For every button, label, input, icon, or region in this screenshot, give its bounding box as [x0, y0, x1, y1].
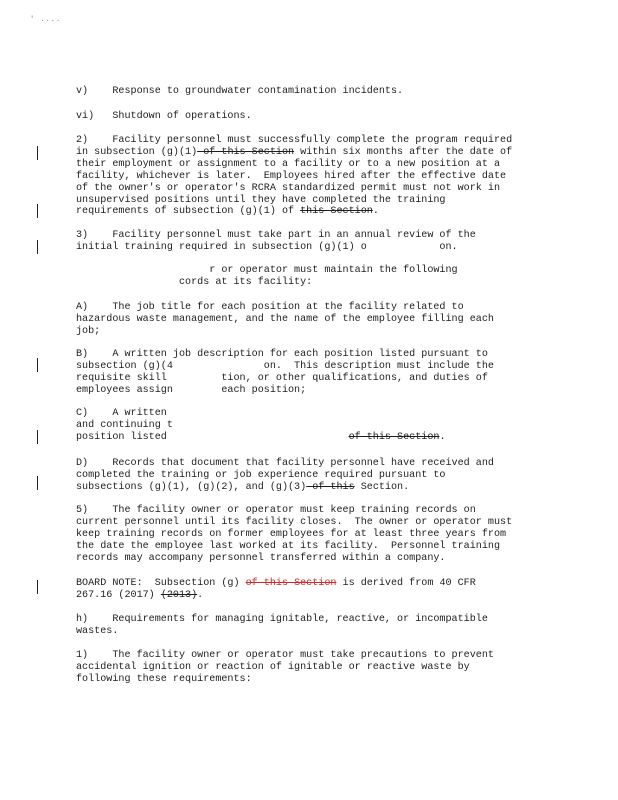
change-bar	[37, 146, 38, 160]
paragraph-2: 2) Facility personnel must successfully complete the program required in subsection (g)(1) of this Section within six months after the date of their employment or assignment to a facility or to a new position at a facility, whichever is later. Employees hired after the effective date of the owner's or operator's RCRA standardized permit must not work in unsupervised positions until they have completed the training requirements of subsection (g)(1) of this Section.	[76, 135, 513, 218]
item-vi: vi) Shutdown of operations.	[76, 111, 252, 122]
paragraph-3: 3) Facility personnel must take part in an annual review of the initial training required in subsection (g)(1) o on.	[76, 230, 476, 253]
paragraph-5: 5) The facility owner or operator must keep training records on current personnel until its facility closes. The owner or operator must keep training records on former employees for at least three years from the date the employee last worked at its facility. Personnel training records may accompany personnel transferred within a company.	[76, 505, 513, 564]
change-bar	[37, 240, 38, 254]
item-h: h) Requirements for managing ignitable, reactive, or incompatible wastes.	[76, 614, 488, 637]
item-a: A) The job title for each position at the facility related to hazardous waste management, and the name of the employee filling each job;	[76, 302, 494, 337]
change-bar	[37, 580, 38, 594]
paragraph-1: 1) The facility owner or operator must take precautions to prevent accidental ignition or reaction of ignitable or reactive waste by following these requirements:	[76, 650, 494, 685]
change-bar	[37, 204, 38, 218]
header-mark: ' ....	[30, 16, 62, 24]
item-v: v) Response to groundwater contamination incidents.	[76, 86, 404, 97]
item-d: D) Records that document that facility personnel have received and completed the training or job experience required pursuant to subsections (g)(1), (g)(2), and (g)(3) of this Section.	[76, 458, 494, 493]
item-b: B) A written job description for each position listed pursuant to subsection (g)(4 on. This description must include the requisite skill tion, or other qualifications, and duties of employees assign each position;	[76, 349, 494, 396]
change-bar	[37, 476, 38, 490]
board-note: BOARD NOTE: Subsection (g) of this Section is derived from 40 CFR 267.16 (2017) (2013).	[76, 578, 476, 601]
item-c: C) A written and continuing t position listed of this Section.	[76, 408, 446, 443]
change-bar	[37, 430, 38, 444]
change-bar	[37, 358, 38, 372]
paragraph-4: r or operator must maintain the following cords at its facility:	[76, 265, 458, 288]
